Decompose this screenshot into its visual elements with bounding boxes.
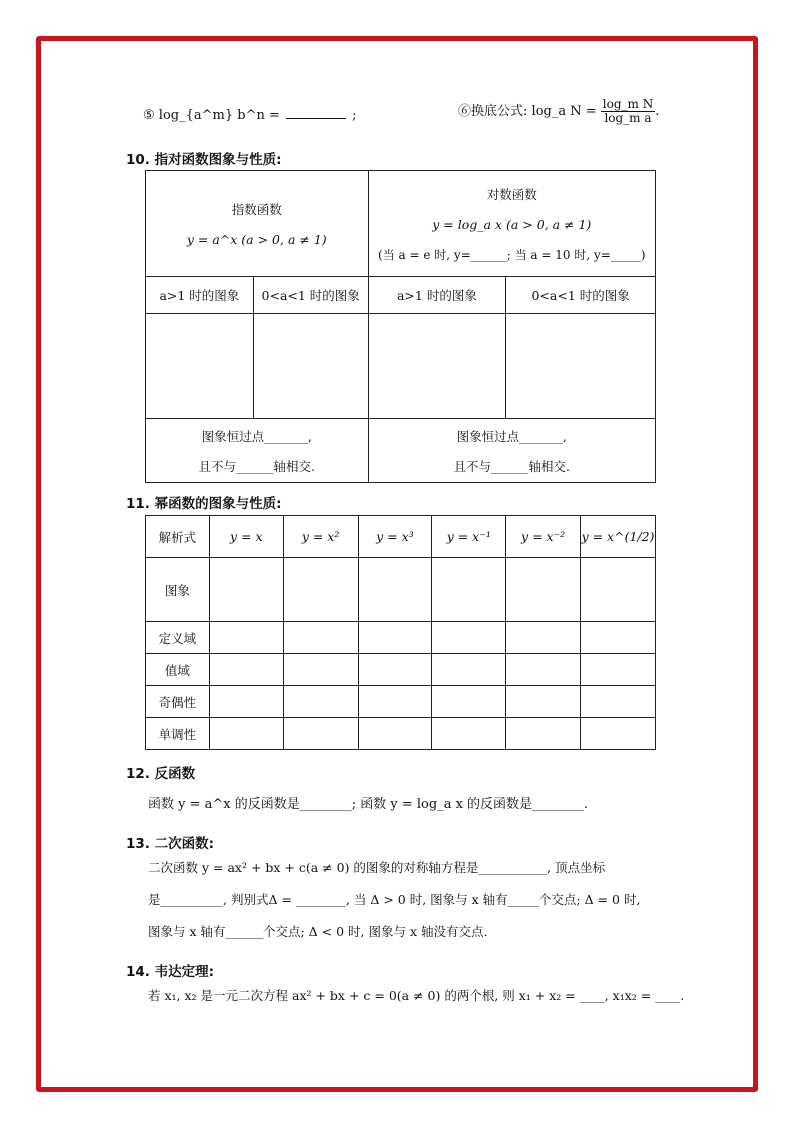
item6-numerator: log_m N bbox=[602, 97, 654, 111]
section-12-title: 12. 反函数 bbox=[126, 766, 196, 782]
cell bbox=[506, 686, 581, 718]
function-y-x-neg2: y = x⁻² bbox=[506, 516, 581, 558]
function-y-sqrt-x: y = x^(1/2) bbox=[581, 516, 656, 558]
cell bbox=[432, 558, 506, 622]
cell bbox=[432, 718, 506, 750]
cell bbox=[506, 718, 581, 750]
cell bbox=[506, 558, 581, 622]
item6-lhs: log_a N = bbox=[531, 104, 597, 119]
function-y-x2: y = x² bbox=[283, 516, 358, 558]
log-note: (当 a = e 时, y=______; 当 a = 10 时, y=_____) bbox=[378, 247, 646, 262]
section-14-title: 14. 韦达定理: bbox=[126, 964, 215, 980]
cell bbox=[358, 622, 432, 654]
cell bbox=[432, 686, 506, 718]
section-10-title: 10. 指对函数图象与性质: bbox=[126, 152, 282, 168]
col-header-exp-a-lt-1: 0<a<1 时的图象 bbox=[253, 277, 368, 314]
cell bbox=[581, 622, 656, 654]
section-12-text: 函数 y = a^x 的反函数是________; 函数 y = log_a x 的反函数是________. bbox=[148, 797, 589, 812]
power-function-table bbox=[145, 515, 656, 750]
formula-item-6 bbox=[458, 98, 659, 125]
row-label-domain: 定义域 bbox=[146, 622, 210, 654]
exp-title: 指数函数 bbox=[231, 202, 282, 217]
item5-label: ⑤ bbox=[143, 108, 155, 123]
cell bbox=[506, 622, 581, 654]
cell bbox=[283, 718, 358, 750]
exp-fixed-point: 图象恒过点_______, bbox=[201, 428, 312, 444]
log-formula: y = log_a x (a > 0, a ≠ 1) bbox=[432, 216, 592, 232]
section-13-line-3: 图象与 x 轴有______个交点; Δ < 0 时, 图象与 x 轴没有交点. bbox=[148, 924, 488, 939]
col-header-exp-a-gt-1: a>1 时的图象 bbox=[146, 277, 254, 314]
cell bbox=[283, 622, 358, 654]
log-title: 对数函数 bbox=[486, 186, 537, 202]
section-11-title: 11. 幂函数的图象与性质: bbox=[126, 496, 282, 512]
graph-cell-log-a-lt-1 bbox=[506, 314, 656, 419]
cell bbox=[209, 654, 283, 686]
cell bbox=[209, 558, 283, 622]
cell bbox=[358, 654, 432, 686]
cell bbox=[506, 654, 581, 686]
header-label-cell: 解析式 bbox=[146, 516, 210, 558]
cell bbox=[432, 622, 506, 654]
cell bbox=[283, 654, 358, 686]
cell bbox=[209, 622, 283, 654]
log-property-cell bbox=[368, 419, 655, 483]
item5-formula: log_{a^m} b^n = bbox=[158, 108, 280, 123]
graph-cell-exp-a-gt-1 bbox=[146, 314, 254, 419]
section-13-line-1: 二次函数 y = ax² + bx + c(a ≠ 0) 的图象的对称轴方程是___________, 顶点坐标 bbox=[148, 860, 606, 875]
item5-blank bbox=[286, 106, 346, 119]
section-13-line-2: 是__________, 判别式Δ = ________, 当 Δ > 0 时, 图象与 x 轴有_____个交点; Δ = 0 时, bbox=[148, 892, 641, 907]
cell bbox=[581, 718, 656, 750]
item6-end: . bbox=[655, 104, 660, 119]
cell bbox=[283, 558, 358, 622]
log-axis-property: 且不与______轴相交. bbox=[453, 458, 571, 474]
function-y-x3: y = x³ bbox=[358, 516, 432, 558]
section-14-text: 若 x₁, x₂ 是一元二次方程 ax² + bx + c = 0(a ≠ 0) 的两个根, 则 x₁ + x₂ = ____, x₁x₂ = ____. bbox=[148, 988, 685, 1003]
cell bbox=[358, 558, 432, 622]
log-header-cell bbox=[368, 171, 655, 277]
graph-cell-exp-a-lt-1 bbox=[253, 314, 368, 419]
col-header-log-a-lt-1: 0<a<1 时的图象 bbox=[506, 277, 656, 314]
exp-log-table bbox=[145, 170, 656, 483]
cell bbox=[358, 718, 432, 750]
item6-label: ⑥换底公式: bbox=[458, 104, 528, 119]
row-label-range: 值域 bbox=[146, 654, 210, 686]
col-header-log-a-gt-1: a>1 时的图象 bbox=[368, 277, 506, 314]
function-y-x: y = x bbox=[209, 516, 283, 558]
row-label-graph: 图象 bbox=[146, 558, 210, 622]
cell bbox=[283, 686, 358, 718]
formula-item-5 bbox=[143, 106, 357, 123]
cell bbox=[581, 686, 656, 718]
cell bbox=[581, 654, 656, 686]
function-y-x-inv: y = x⁻¹ bbox=[432, 516, 506, 558]
item6-denominator: log_m a bbox=[604, 111, 652, 125]
exp-formula: y = a^x (a > 0, a ≠ 1) bbox=[186, 232, 327, 247]
cell bbox=[432, 654, 506, 686]
item5-end: ; bbox=[352, 108, 357, 123]
exp-header-cell bbox=[146, 171, 369, 277]
exp-property-cell bbox=[146, 419, 369, 483]
section-13-title: 13. 二次函数: bbox=[126, 836, 215, 852]
exp-axis-property: 且不与______轴相交. bbox=[198, 458, 316, 474]
cell bbox=[581, 558, 656, 622]
cell bbox=[209, 718, 283, 750]
cell bbox=[358, 686, 432, 718]
cell bbox=[209, 686, 283, 718]
row-label-monotonicity: 单调性 bbox=[146, 718, 210, 750]
graph-cell-log-a-gt-1 bbox=[368, 314, 506, 419]
item6-fraction bbox=[601, 98, 655, 125]
row-label-parity: 奇偶性 bbox=[146, 686, 210, 718]
log-fixed-point: 图象恒过点_______, bbox=[456, 428, 567, 444]
